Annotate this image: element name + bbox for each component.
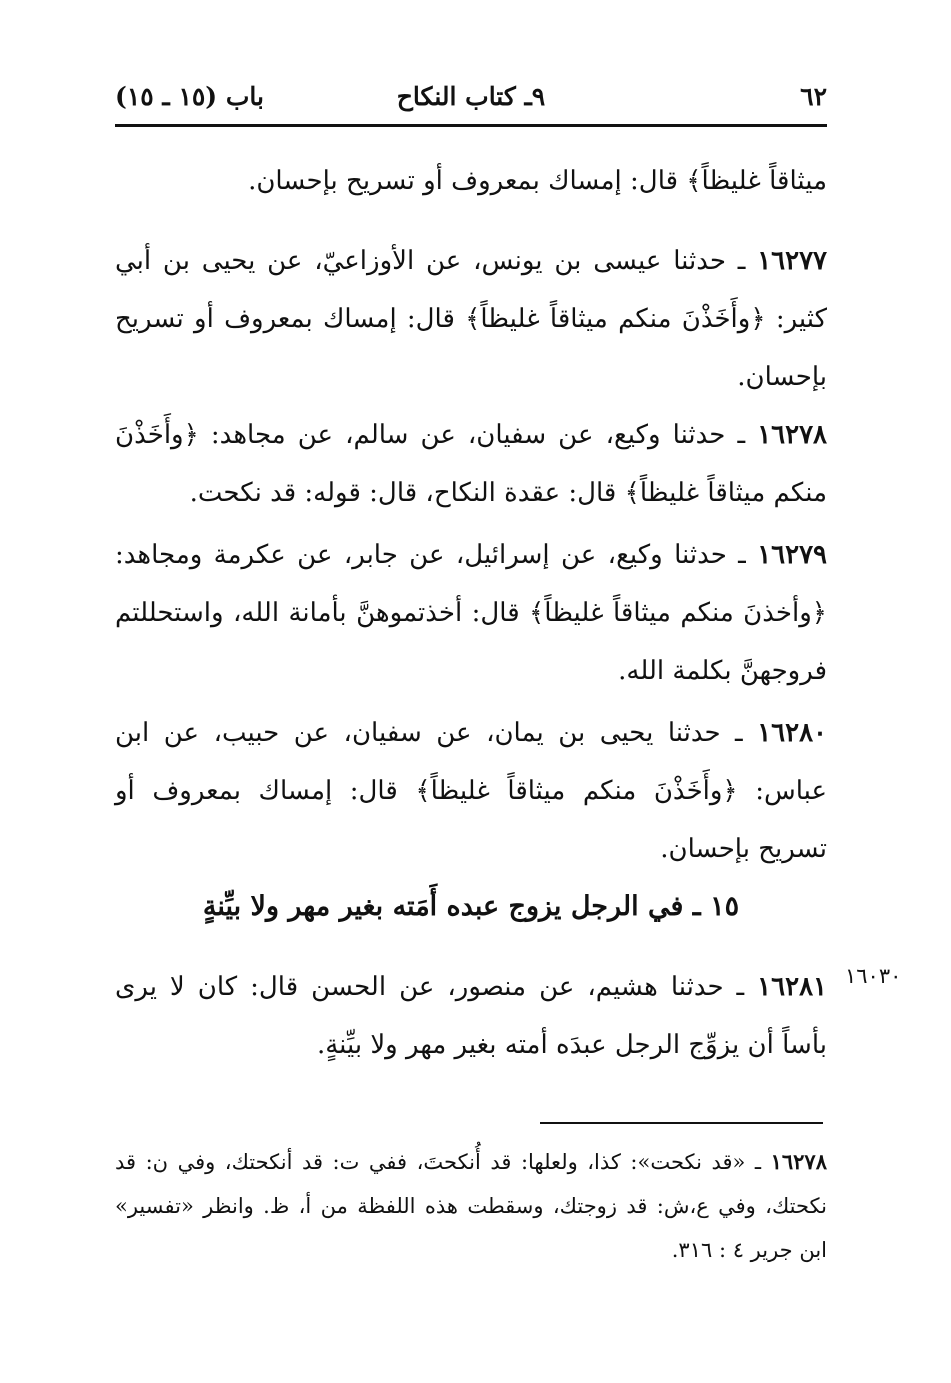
chapter-label: باب (١٥ ـ ١٥) — [115, 82, 264, 111]
book-title: ٩ـ كتاب النكاح — [396, 82, 546, 111]
paragraph-text: ميثاقاً غليظاً﴾ قال: إمساك بمعروف أو تسريح بإحسان. — [248, 166, 827, 196]
footnote — [115, 1140, 827, 1272]
hadith-number: ١٦٢٧٩ — [757, 540, 828, 570]
page-number: ٦٢ — [800, 82, 827, 111]
hadith-number: ١٦٢٧٨ — [757, 420, 828, 450]
hadith-paragraph — [115, 958, 827, 1074]
paragraph-text: ـ حدثنا وكيع، عن سفيان، عن سالم، عن مجاهد: ﴿وأَخَذْنَ منكم ميثاقاً غليظاً﴾ قال: عقدة النكاح، قال: قوله: قد نكحت. — [115, 420, 827, 508]
footnote-number: ١٦٢٧٨ — [770, 1149, 827, 1174]
page-header — [115, 78, 827, 120]
hadith-paragraph — [115, 406, 827, 522]
paragraph-continuation — [115, 152, 827, 210]
hadith-number: ١٦٢٧٧ — [757, 246, 828, 276]
header-rule — [115, 124, 827, 127]
paragraph-text: ـ حدثنا يحيى بن يمان، عن سفيان، عن حبيب، عن ابن عباس: ﴿وأَخَذْنَ منكم ميثاقاً غليظاً﴾ قال: إمساك بمعروف أو تسريح بإحسان. — [115, 718, 827, 864]
paragraph-text: ـ حدثنا هشيم، عن منصور، عن الحسن قال: كان لا يرى بأساً أن يزوِّج الرجل عبدَه أمته بغير مهر ولا بيِّنةٍ. — [115, 972, 827, 1060]
paragraph-text: ـ حدثنا عيسى بن يونس، عن الأوزاعيّ، عن يحيى بن أبي كثير: ﴿وأَخَذْنَ منكم ميثاقاً غليظاً﴾ قال: إمساك بمعروف أو تسريح بإحسان. — [115, 246, 827, 392]
hadith-number: ١٦٢٨١ — [757, 972, 827, 1002]
margin-number: ١٦٠٣٠ — [845, 964, 902, 988]
section-heading: ١٥ ـ في الرجل يزوج عبده أَمَته بغير مهر ولا بيِّنةٍ — [202, 891, 740, 922]
footnote-text: ـ «قد نكحت»: كذا، ولعلها: قد أُنكحتَ، ففي ت: قد أنكحتك، وفي ن: قد نكحتك، وفي ع،ش: قد زوجتك، وسقطت هذه اللفظة من أ، ظ. وانظر «تفسير» ابن جرير ٤ : ٣١٦. — [115, 1150, 827, 1262]
hadith-number: ١٦٢٨٠ — [757, 718, 828, 748]
hadith-paragraph — [115, 232, 827, 406]
footnote-rule — [540, 1122, 823, 1124]
hadith-paragraph — [115, 704, 827, 878]
paragraph-text: ـ حدثنا وكيع، عن إسرائيل، عن جابر، عن عكرمة ومجاهد: ﴿وأخذنَ منكم ميثاقاً غليظاً﴾ قال: أخذتموهنَّ بأمانة الله، واستحللتم فروجهنَّ بكلمة الله. — [115, 540, 827, 686]
hadith-paragraph — [115, 526, 827, 700]
